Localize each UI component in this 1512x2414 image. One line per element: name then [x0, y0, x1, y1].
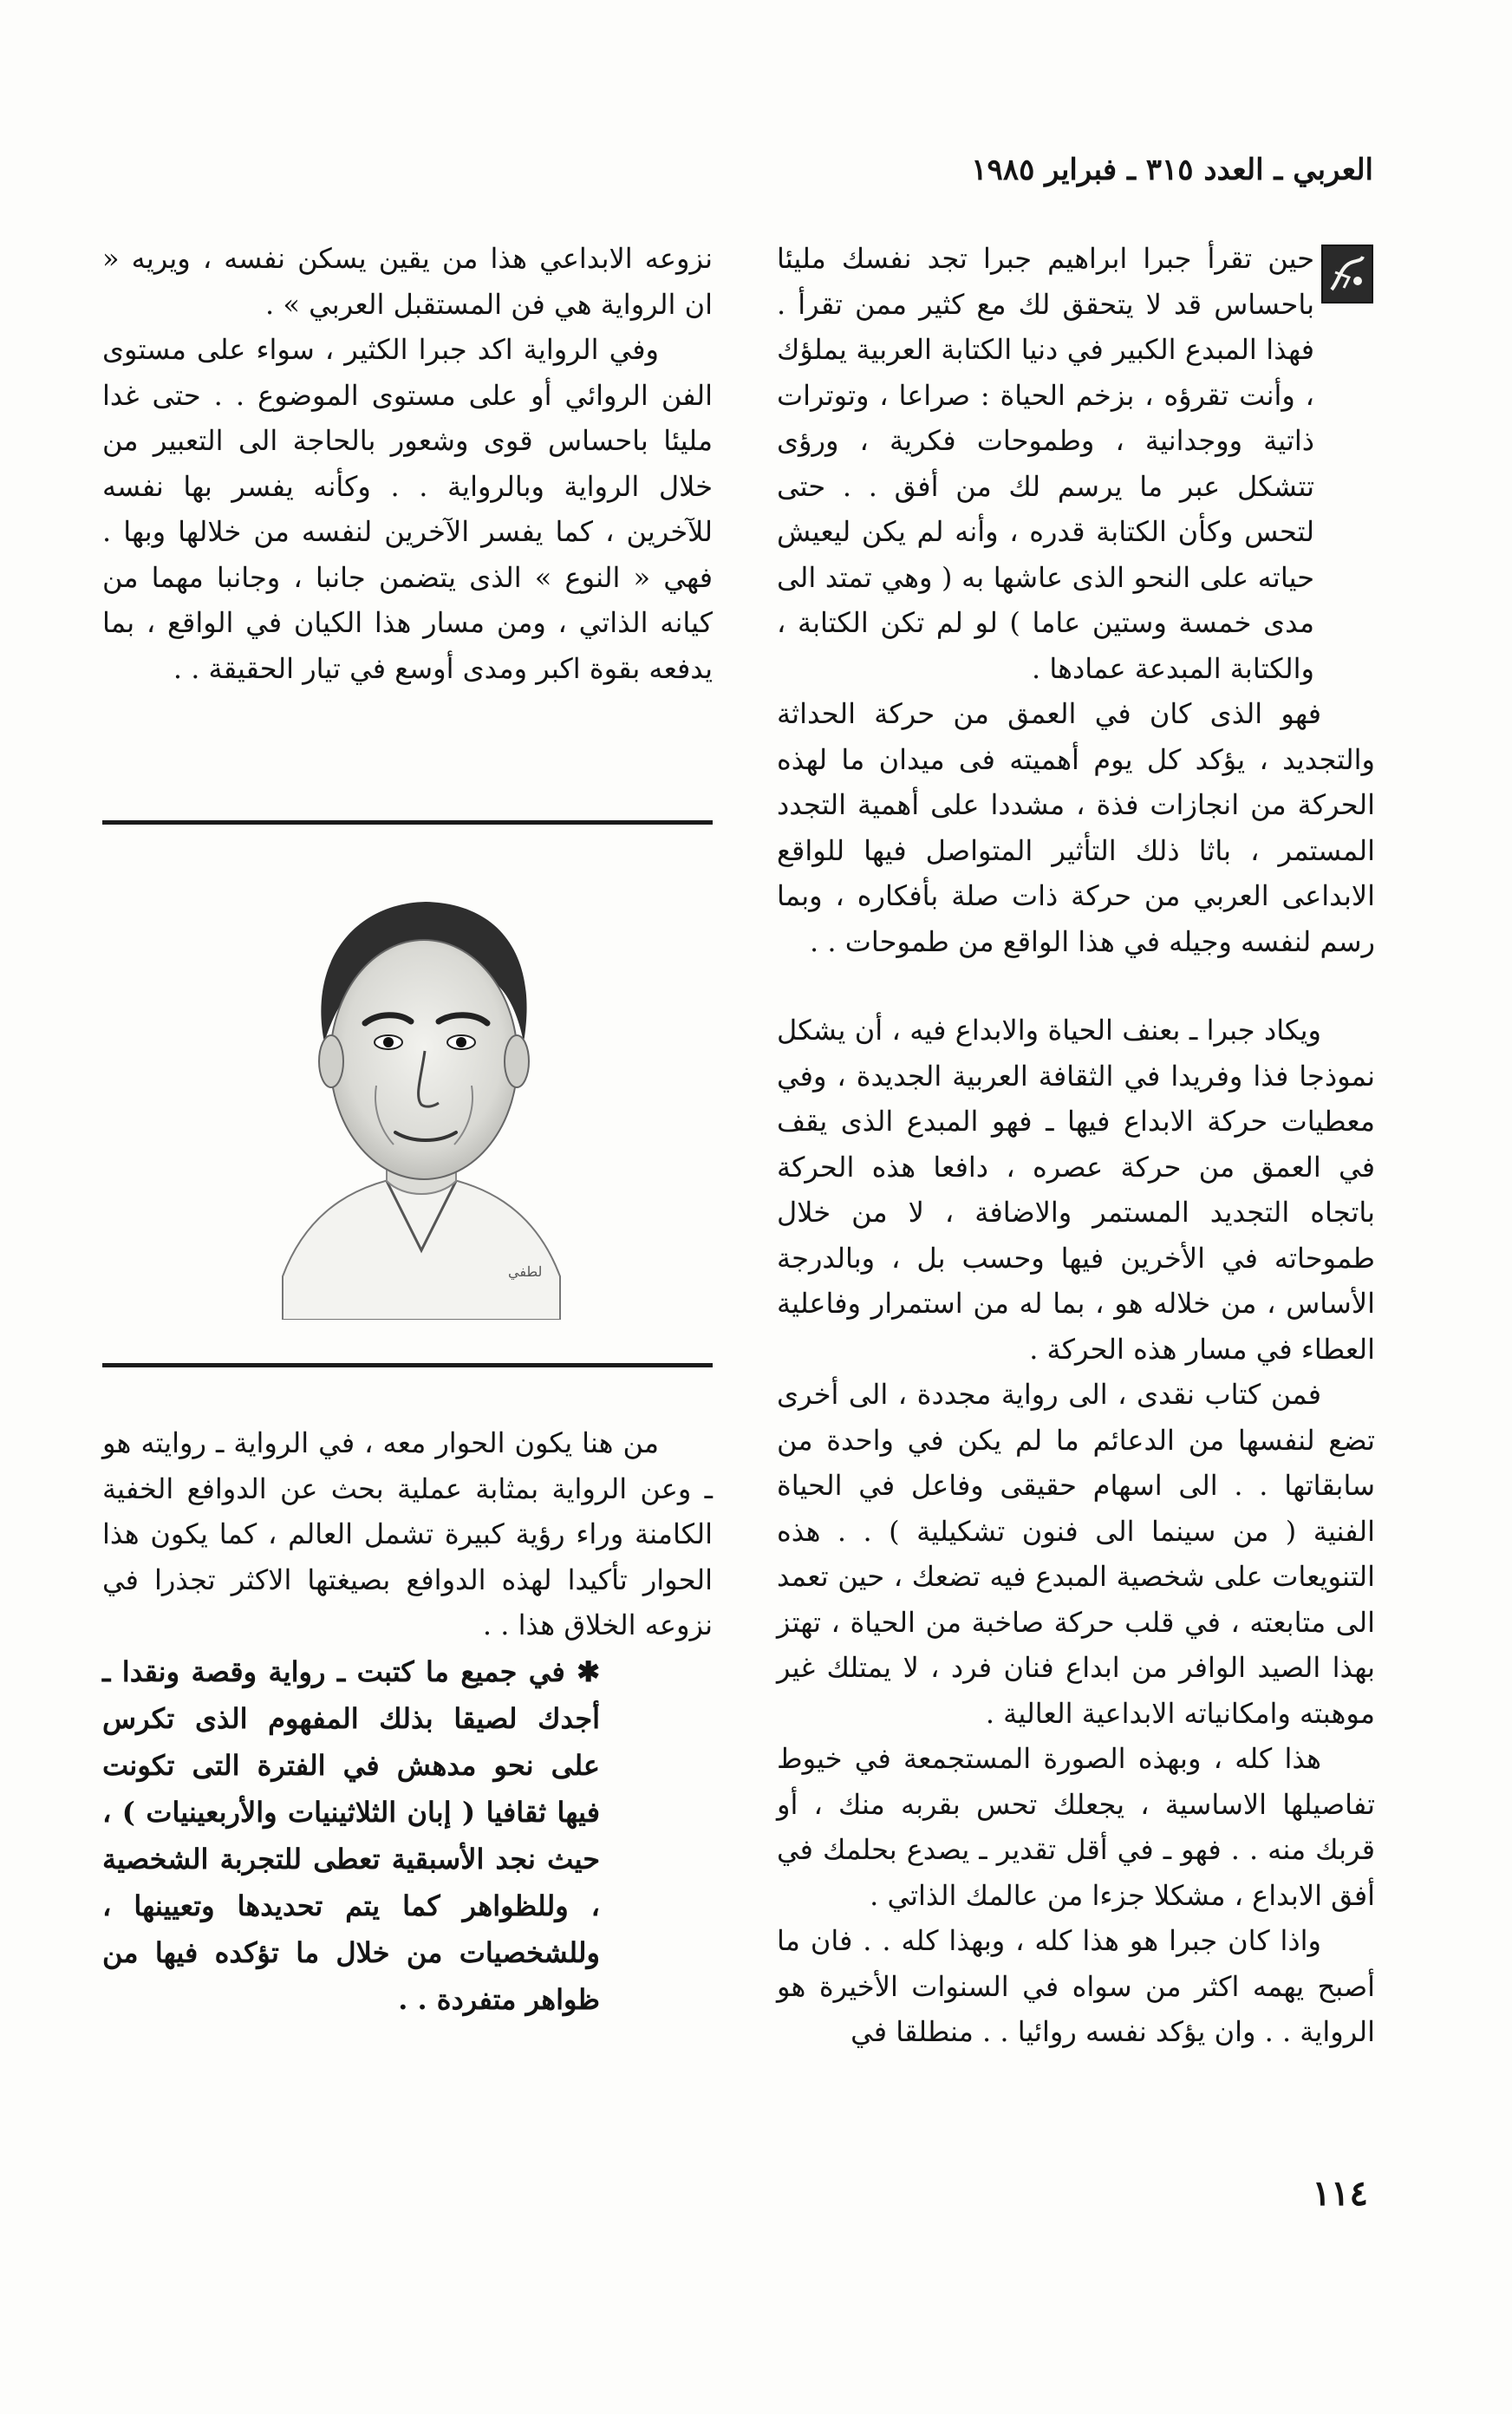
- paragraph: ويكاد جبرا ـ بعنف الحياة والابداع فيه ، أن يشكل نموذجا فذا وفريدا في الثقافة العربية الجديدة ، وفي معطيات حركة الابداع فيها ـ فهو المبدع الذى يقف في العمق من حركة عصره ، دافعا هذه الحركة باتجاه التجديد المستمر والاضافة ، لا من خلال طموحاته في الأخرين فيها وحسب بل ، وبالدرجة الأساس ، من خلاله هو ، بما له من استمرار وفاعلية العطاء في مسار هذه الحركة .: [777, 1014, 1376, 1366]
- paragraph: نزوعه الابداعي هذا من يقين يسكن نفسه ، ويريه « ان الرواية هي فن المستقبل العربي » .: [102, 242, 713, 321]
- interview-question: ✱ في جميع ما كتبت ـ رواية وقصة ونقدا ـ أجدك لصيقا بذلك المفهوم الذى تكرس على نحو مدهش في الفترة التى تكونت فيها ثقافيا ( إبان الثلاثينيات والأربعينيات ) ، حيث نجد الأسبقية تعطى للتجربة الشخصية ، وللظواهر كما يتم تحديدها وتعيينها ، وللشخصيات من خلال ما تؤكده فيها من ظواهر متفردة . .: [102, 1654, 600, 2016]
- page-header: العربي ـ العدد ٣١٥ ـ فبراير ١٩٨٥: [971, 153, 1373, 187]
- paragraph: هذا كله ، وبهذه الصورة المستجمعة في خيوط تفاصيلها الاساسية ، يجعلك تحس بقربه منك ، أو قربك منه . . فهو ـ في أقل تقدير ـ يصدع بحلمك في أفق الابداع ، مشكلا جزءا من عالمك الذاتي .: [777, 1742, 1375, 1912]
- paragraph: فمن كتاب نقدى ، الى رواية مجددة ، الى أخرى تضع لنفسها من الدعائم ما لم يكن في واحدة من سابقاتها . . الى اسهام حقيقى وفاعل في الحياة الفنية ( من سينما الى فنون تشكيلية ) . . هذه التنويعات على شخصية المبدع فيه تضعك ، حين تعمد الى متابعته ، في قلب حركة صاخبة من الحياة ، تهتز بهذا الصيد الوافر من ابداع فنان فرد ، لا يمتلك غير موهبته وامكانياته الابداعية العالية .: [777, 1378, 1375, 1730]
- divider-rule: [102, 1363, 713, 1367]
- article-column-left-top: [102, 236, 713, 691]
- paragraph-intro: حين تقرأ جبرا ابراهيم جبرا تجد نفسك مليئا باحساس قد لا يتحقق لك مع كثير ممن تقرأ . فهذا المبدع الكبير في دنيا الكتابة العربية يملؤك ، وأنت تقرؤه ، بزخم الحياة : صراعا ، وتوترات ذاتية ووجدانية ، وطموحات فكرية ، ورؤى تتشكل عبر ما يرسم لك من أفق . . حتى لتحس وكأن الكتابة قدره ، وأنه لم يكن ليعيش حياته على النحو الذى عاشها به ( وهي تمتد الى مدى خمسة وستين عاما ) لو لم تكن الكتابة ، والكتابة المبدعة عمادها .: [777, 242, 1315, 685]
- paragraph: فهو الذى كان في العمق من حركة الحداثة والتجديد ، يؤكد كل يوم أهميته فى ميدان ما لهذه الحركة من انجازات فذة ، مشددا على أهمية التجدد المستمر ، باثا ذلك التأثير المتواصل فيها للواقع الابداعى العربي من حركة ذات صلة بأفكاره ، وبما رسم لنفسه وجيله في هذا الواقع من طموحات . .: [777, 697, 1375, 958]
- author-portrait: [248, 869, 595, 1320]
- page-number: ١١٤: [1312, 2173, 1368, 2214]
- paragraph-intro: من هنا يكون الحوار معه ، في الرواية ـ روايته هو ـ وعن الرواية بمثابة عملية بحث عن الدوافع الخفية الكامنة وراء رؤية كبيرة تشمل العالم ، كما يكون هذا الحوار تأكيدا لهذه الدوافع بصيغتها الاكثر تجذرا في نزوعه الخلاق هذا . .: [102, 1426, 714, 1641]
- paragraph: واذا كان جبرا هو هذا كله ، وبهذا كله . . فان ما أصبح يهمه اكثر من سواه في السنوات الأخيرة هو الرواية . . وان يؤكد نفسه روائيا . . منطلقا في: [777, 1924, 1375, 2048]
- article-column-right: [777, 236, 1375, 2143]
- article-column-left-bottom: [102, 1420, 713, 2023]
- artist-signature: لطفي: [508, 1263, 543, 1280]
- paragraph: وفي الرواية اكد جبرا الكثير ، سواء على مستوى الفن الروائي أو على مستوى الموضوع . . حتى غدا مليئا باحساس قوى وشعور بالحاجة الى التعبير من خلال الرواية وبالرواية . . وكأنه يفسر بها نفسه للآخرين ، كما يفسر الآخرين لنفسه من خلالها وبها . فهي « النوع » الذى يتضمن جانبا ، وجانبا مهما من كيانه الذاتي ، ومن مسار هذا الكيان في الواقع ، بما يدفعه بقوة اكبر ومدى أوسع في تيار الحقيقة . .: [102, 333, 714, 685]
- divider-rule: [102, 820, 713, 825]
